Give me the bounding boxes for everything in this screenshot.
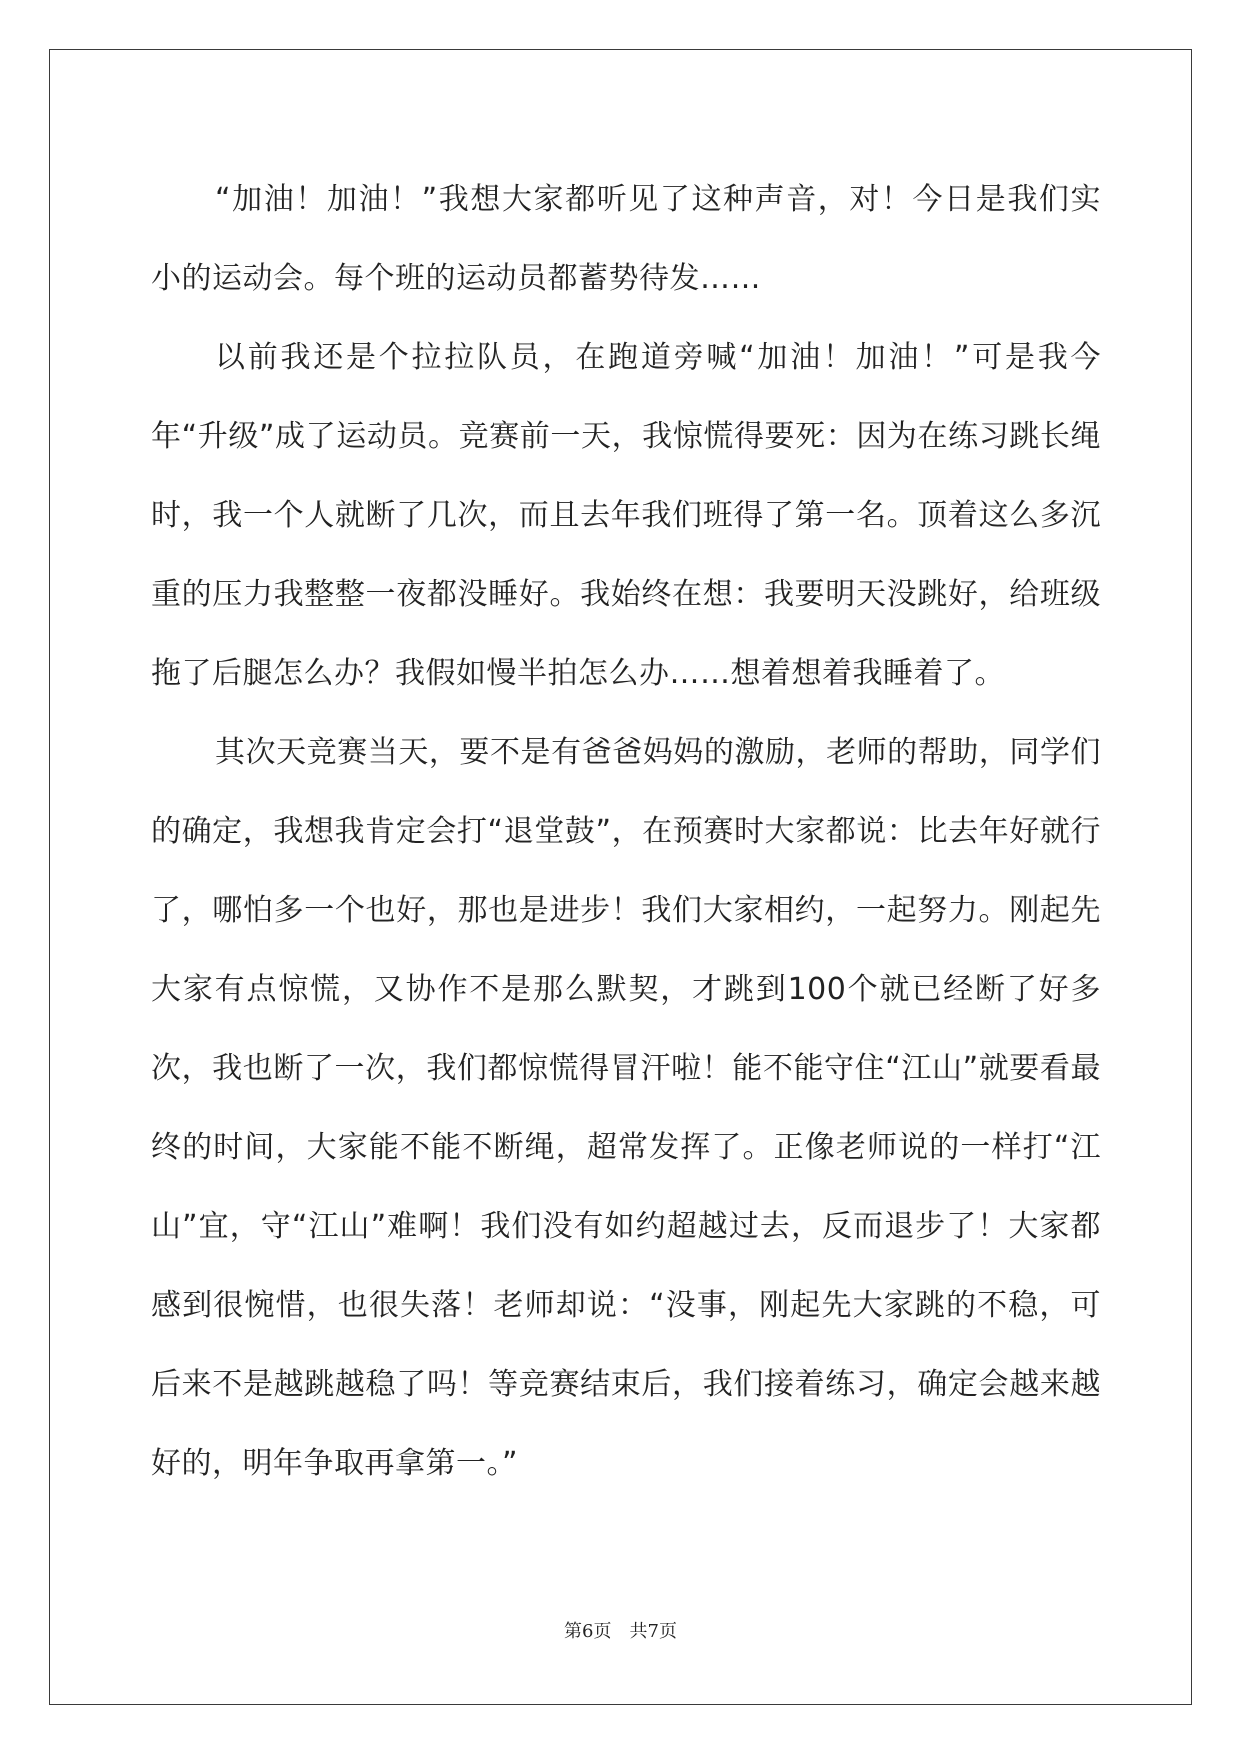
page-footer	[0, 1617, 1241, 1643]
page-number: 第6页	[564, 1621, 612, 1642]
page-total: 共7页	[629, 1621, 677, 1642]
paragraph-2: 以前我还是个拉拉队员，在跑道旁喊“加油！加油！”可是我今年“升级”成了运动员。竞赛前一天，我惊慌得要死：因为在练习跳长绳时，我一个人就断了几次，而且去年我们班得了第一名。顶着这么多沉重的压力我整整一夜都没睡好。我始终在想：我要明天没跳好，给班级拖了后腿怎么办？我假如慢半拍怎么办……想着想着我睡着了。	[151, 340, 1101, 691]
document-body	[151, 160, 1101, 1503]
paragraph-1: “加油！加油！”我想大家都听见了这种声音，对！今日是我们实小的运动会。每个班的运动员都蓄势待发……	[151, 182, 1101, 296]
paragraph-3: 其次天竞赛当天，要不是有爸爸妈妈的激励，老师的帮助，同学们的确定，我想我肯定会打“退堂鼓”，在预赛时大家都说：比去年好就行了，哪怕多一个也好，那也是进步！我们大家相约，一起努力。刚起先大家有点惊慌，又协作不是那么默契，才跳到100个就已经断了好多次，我也断了一次，我们都惊慌得冒汗啦！能不能守住“江山”就要看最终的时间，大家能不能不断绳，超常发挥了。正像老师说的一样打“江山”宜，守“江山”难啊！我们没有如约超越过去，反而退步了！大家都感到很惋惜，也很失落！老师却说：“没事，刚起先大家跳的不稳，可后来不是越跳越稳了吗！等竞赛结束后，我们接着练习，确定会越来越好的，明年争取再拿第一。”	[151, 735, 1101, 1481]
